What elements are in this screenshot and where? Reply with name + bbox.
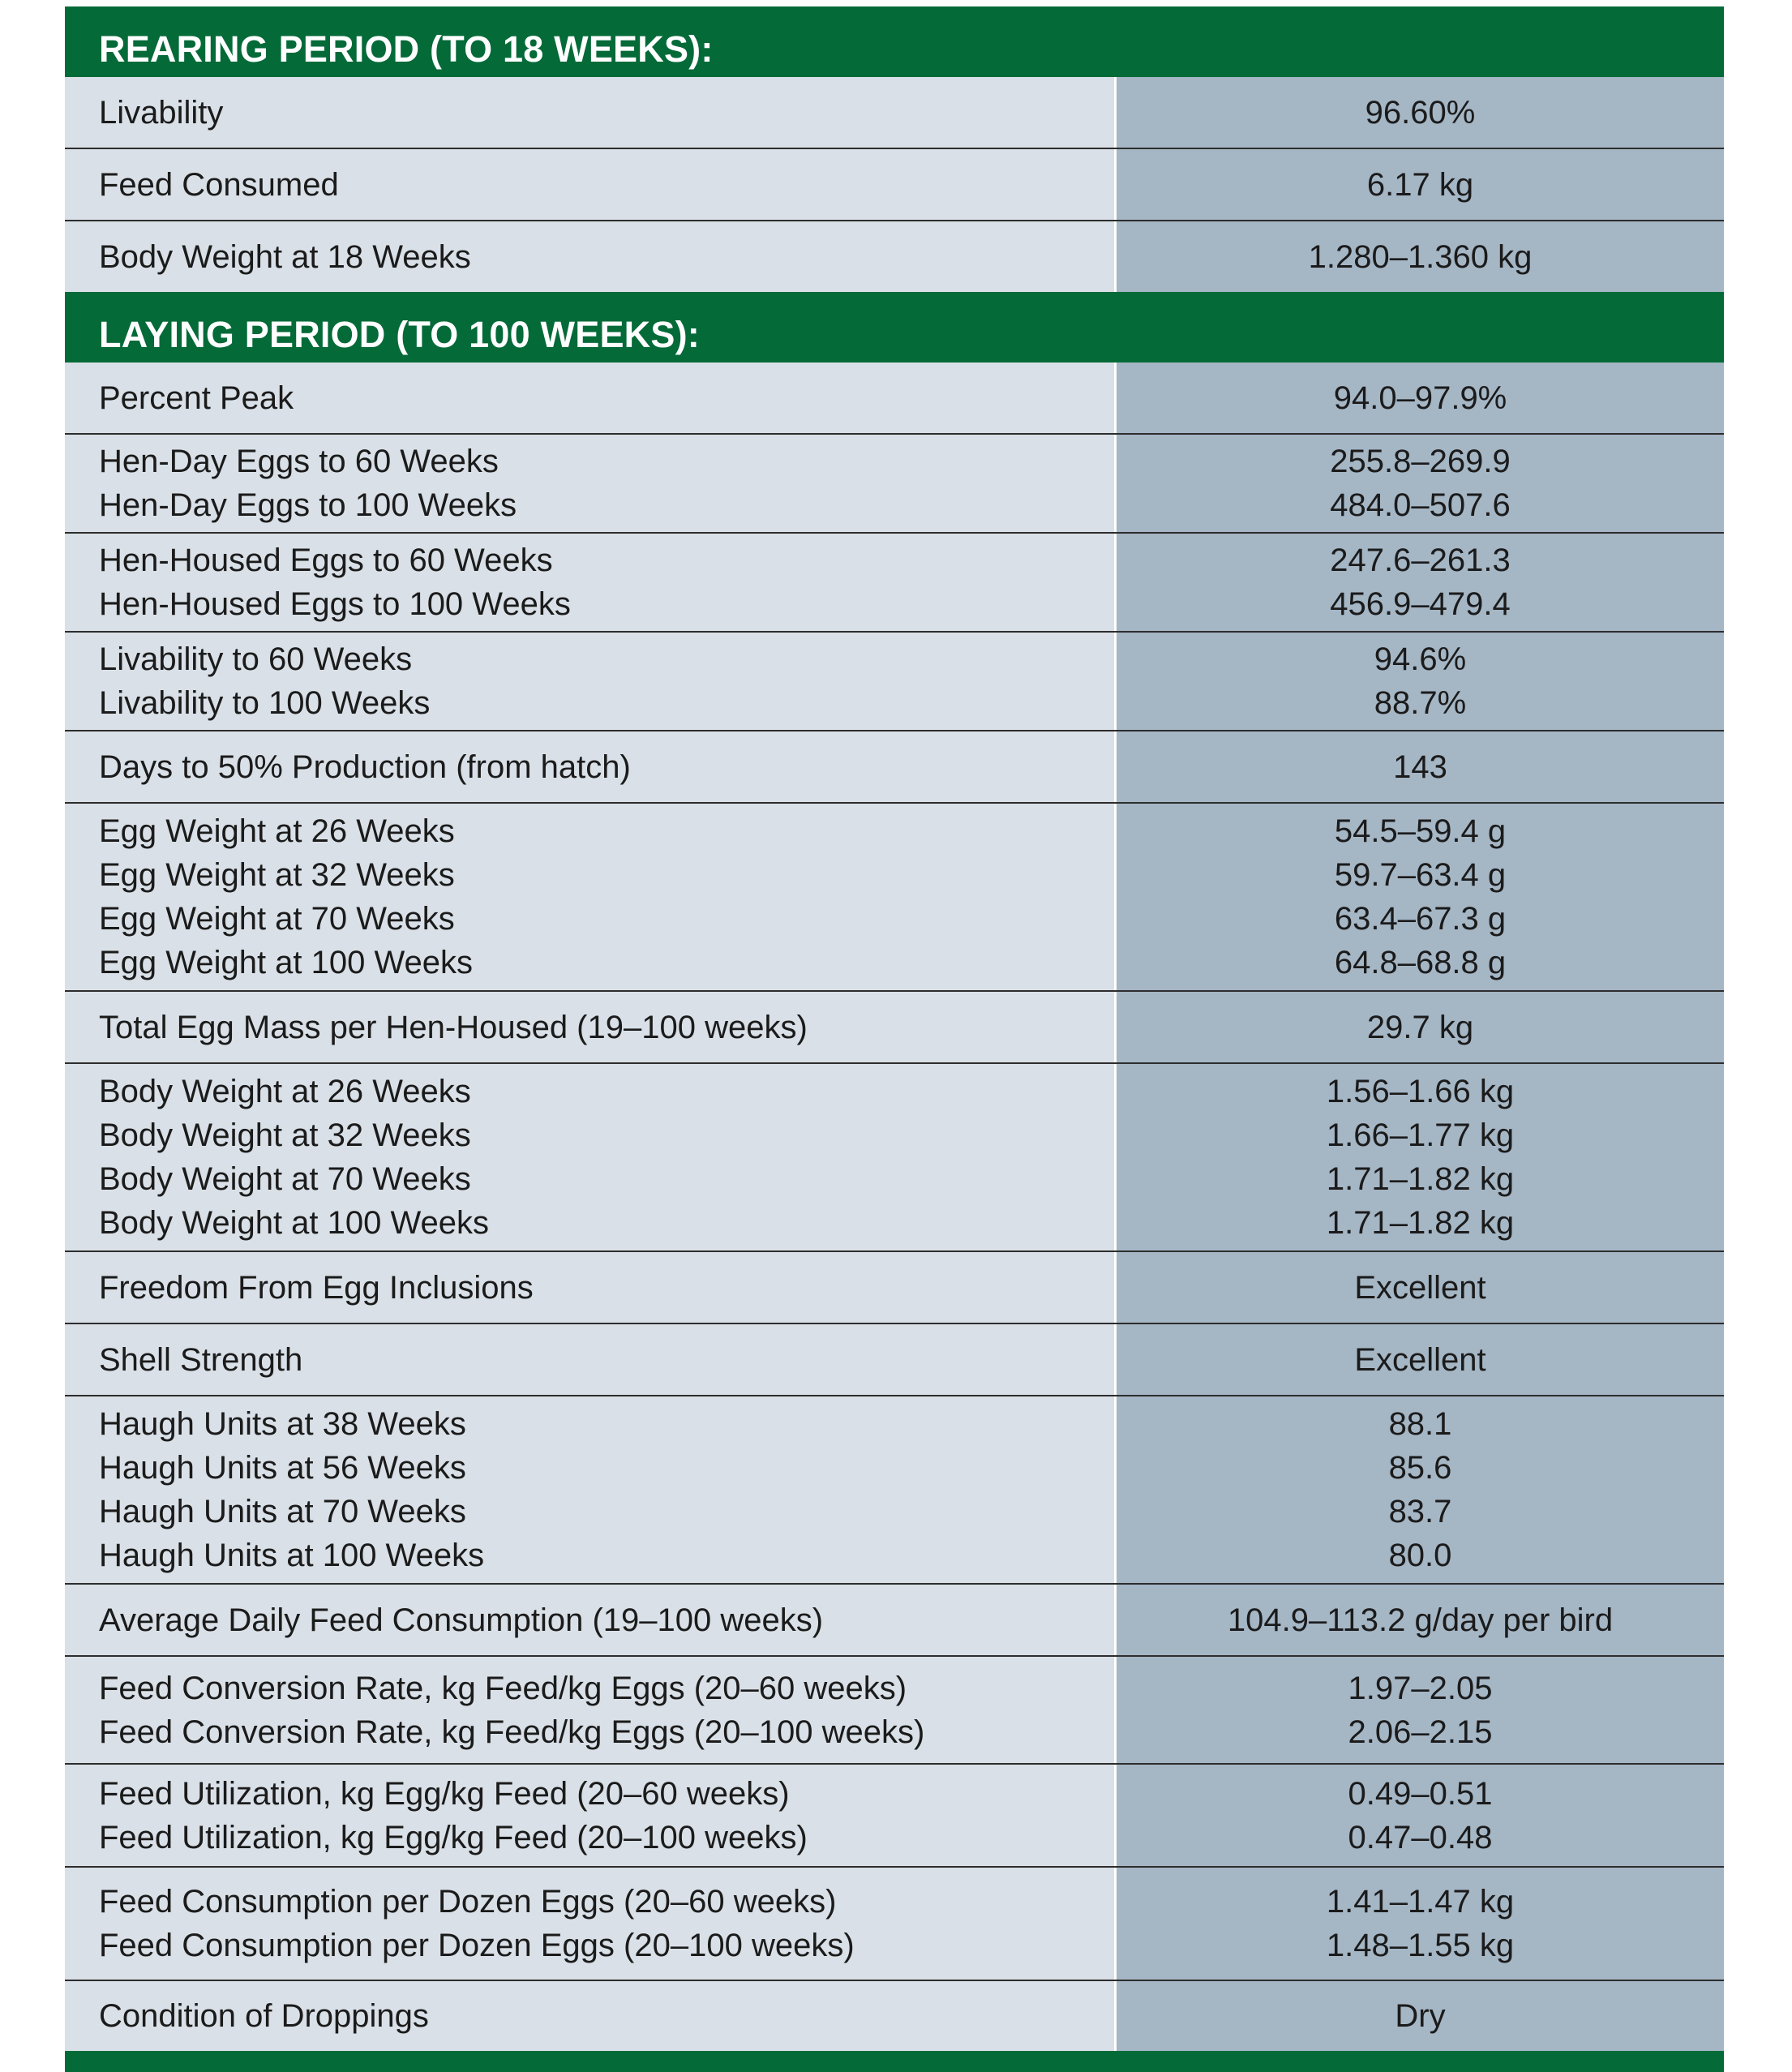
section-header-rearing: REARING PERIOD (TO 18 WEEKS):	[65, 6, 1724, 77]
row-value-line: 1.48–1.55 kg	[1326, 1928, 1515, 1963]
table-row	[65, 534, 1724, 633]
table-row	[65, 1657, 1724, 1765]
row-label	[65, 1765, 1114, 1866]
row-label	[65, 221, 1114, 292]
row-value	[1114, 221, 1724, 292]
row-label-line: Hen-Housed Eggs to 100 Weeks	[99, 586, 571, 622]
row-label	[65, 633, 1114, 730]
row-value-line: 456.9–479.4	[1330, 586, 1511, 622]
row-value-line: 1.280–1.360 kg	[1308, 238, 1533, 275]
row-value-line: 59.7–63.4 g	[1334, 857, 1507, 893]
row-value-line: 64.8–68.8 g	[1334, 945, 1507, 980]
table-row	[65, 1585, 1724, 1657]
row-label-line: Body Weight at 100 Weeks	[99, 1205, 490, 1241]
row-value-line: 1.71–1.82 kg	[1326, 1161, 1515, 1197]
row-value	[1114, 77, 1724, 148]
table-row	[65, 804, 1724, 992]
row-label-line: Haugh Units at 38 Weeks	[99, 1406, 466, 1442]
row-value-line: 255.8–269.9	[1330, 444, 1511, 479]
row-label-line: Feed Conversion Rate, kg Feed/kg Eggs (20–60 weeks)	[99, 1670, 907, 1706]
row-label-line: Total Egg Mass per Hen-Housed (19–100 weeks)	[99, 1009, 808, 1045]
row-value-line: 104.9–113.2 g/day per bird	[1227, 1602, 1614, 1638]
row-label	[65, 731, 1114, 802]
row-value-line: 88.1	[1388, 1406, 1452, 1442]
row-label-line: Days to 50% Production (from hatch)	[99, 749, 631, 785]
row-label	[65, 149, 1114, 220]
row-label	[65, 1585, 1114, 1655]
row-label-line: Egg Weight at 70 Weeks	[99, 901, 455, 937]
row-value-line: 1.66–1.77 kg	[1326, 1118, 1515, 1153]
row-label-line: Feed Consumption per Dozen Eggs (20–100 weeks)	[99, 1928, 855, 1963]
row-value	[1114, 1324, 1724, 1395]
table-row	[65, 731, 1724, 804]
row-value	[1114, 1657, 1724, 1763]
row-label	[65, 1252, 1114, 1323]
table-row	[65, 77, 1724, 149]
row-label-line: Average Daily Feed Consumption (19–100 weeks)	[99, 1602, 824, 1638]
row-label-line: Shell Strength	[99, 1341, 303, 1378]
row-label-line: Hen-Day Eggs to 100 Weeks	[99, 487, 517, 523]
row-label-line: Haugh Units at 56 Weeks	[99, 1450, 466, 1486]
row-label-line: Hen-Housed Eggs to 60 Weeks	[99, 543, 553, 578]
row-value	[1114, 1765, 1724, 1866]
row-label-line: Egg Weight at 32 Weeks	[99, 857, 455, 893]
row-label-line: Freedom From Egg Inclusions	[99, 1269, 534, 1306]
row-value	[1114, 1868, 1724, 1980]
row-label	[65, 362, 1114, 433]
row-label-line: Haugh Units at 70 Weeks	[99, 1494, 466, 1529]
row-label-line: Percent Peak	[99, 380, 294, 416]
row-value-line: 94.6%	[1374, 641, 1467, 677]
table-row	[65, 1324, 1724, 1396]
row-label-line: Livability to 60 Weeks	[99, 641, 413, 677]
table-bottom-bar	[65, 2051, 1724, 2072]
row-label	[65, 1324, 1114, 1395]
row-value-line: 29.7 kg	[1366, 1009, 1474, 1045]
row-value	[1114, 804, 1724, 990]
row-value-line: 0.47–0.48	[1348, 1819, 1493, 1855]
row-value	[1114, 1396, 1724, 1583]
row-value	[1114, 1585, 1724, 1655]
row-value	[1114, 1981, 1724, 2051]
table-row	[65, 1064, 1724, 1252]
row-value	[1114, 992, 1724, 1062]
table-row	[65, 992, 1724, 1064]
row-label-line: Feed Conversion Rate, kg Feed/kg Eggs (20–100 weeks)	[99, 1714, 925, 1750]
row-label-line: Body Weight at 26 Weeks	[99, 1074, 471, 1109]
row-value-line: 83.7	[1388, 1494, 1452, 1529]
section-header-laying: LAYING PERIOD (TO 100 WEEKS):	[65, 292, 1724, 362]
row-value-line: 6.17 kg	[1366, 166, 1474, 203]
row-value-line: Excellent	[1354, 1269, 1486, 1306]
row-label-line: Body Weight at 18 Weeks	[99, 238, 471, 275]
row-value	[1114, 435, 1724, 532]
row-value-line: 63.4–67.3 g	[1334, 901, 1507, 937]
row-label-line: Haugh Units at 100 Weeks	[99, 1538, 485, 1573]
row-label	[65, 1981, 1114, 2051]
row-value-line: 54.5–59.4 g	[1334, 813, 1507, 849]
row-value-line: 484.0–507.6	[1330, 487, 1511, 523]
row-label-line: Livability	[99, 94, 224, 131]
row-label	[65, 534, 1114, 631]
performance-table	[65, 6, 1724, 2072]
row-label	[65, 1868, 1114, 1980]
row-value-line: 1.71–1.82 kg	[1326, 1205, 1515, 1241]
row-value	[1114, 731, 1724, 802]
row-label-line: Feed Consumed	[99, 166, 339, 203]
row-value	[1114, 362, 1724, 433]
table-row	[65, 1981, 1724, 2051]
row-value	[1114, 1064, 1724, 1250]
row-value	[1114, 1252, 1724, 1323]
row-value-line: 80.0	[1388, 1538, 1452, 1573]
row-value-line: 85.6	[1388, 1450, 1452, 1486]
row-value-line: 1.56–1.66 kg	[1326, 1074, 1515, 1109]
row-value-line: 143	[1393, 749, 1447, 785]
row-value-line: Excellent	[1354, 1341, 1486, 1378]
row-label	[65, 804, 1114, 990]
row-value	[1114, 633, 1724, 730]
row-value-line: 1.41–1.47 kg	[1326, 1884, 1515, 1920]
row-label	[65, 1396, 1114, 1583]
row-value-line: 2.06–2.15	[1348, 1714, 1493, 1750]
row-label-line: Egg Weight at 26 Weeks	[99, 813, 455, 849]
row-value-line: 88.7%	[1374, 685, 1467, 721]
row-label-line: Livability to 100 Weeks	[99, 685, 431, 721]
row-value	[1114, 534, 1724, 631]
table-row	[65, 149, 1724, 221]
row-value-line: 96.60%	[1365, 94, 1476, 131]
row-value-line: Dry	[1395, 1998, 1446, 2034]
row-value	[1114, 149, 1724, 220]
table-row	[65, 1396, 1724, 1585]
table-row	[65, 1252, 1724, 1324]
row-label	[65, 1064, 1114, 1250]
table-row	[65, 435, 1724, 534]
row-label	[65, 77, 1114, 148]
row-label	[65, 992, 1114, 1062]
table-row	[65, 362, 1724, 435]
row-label-line: Feed Consumption per Dozen Eggs (20–60 weeks)	[99, 1884, 837, 1920]
table-row	[65, 1765, 1724, 1868]
row-label-line: Hen-Day Eggs to 60 Weeks	[99, 444, 499, 479]
row-label-line: Feed Utilization, kg Egg/kg Feed (20–60 weeks)	[99, 1775, 790, 1812]
table-row	[65, 221, 1724, 292]
row-label	[65, 1657, 1114, 1763]
row-value-line: 94.0–97.9%	[1333, 380, 1507, 416]
row-value-line: 247.6–261.3	[1330, 543, 1511, 578]
row-label-line: Egg Weight at 100 Weeks	[99, 945, 474, 980]
row-label-line: Condition of Droppings	[99, 1998, 429, 2034]
row-label-line: Feed Utilization, kg Egg/kg Feed (20–100 weeks)	[99, 1819, 808, 1855]
row-label	[65, 435, 1114, 532]
row-label-line: Body Weight at 70 Weeks	[99, 1161, 471, 1197]
row-value-line: 1.97–2.05	[1348, 1670, 1493, 1706]
table-row	[65, 1868, 1724, 1981]
table-row	[65, 633, 1724, 731]
row-value-line: 0.49–0.51	[1348, 1775, 1493, 1812]
row-label-line: Body Weight at 32 Weeks	[99, 1118, 471, 1153]
